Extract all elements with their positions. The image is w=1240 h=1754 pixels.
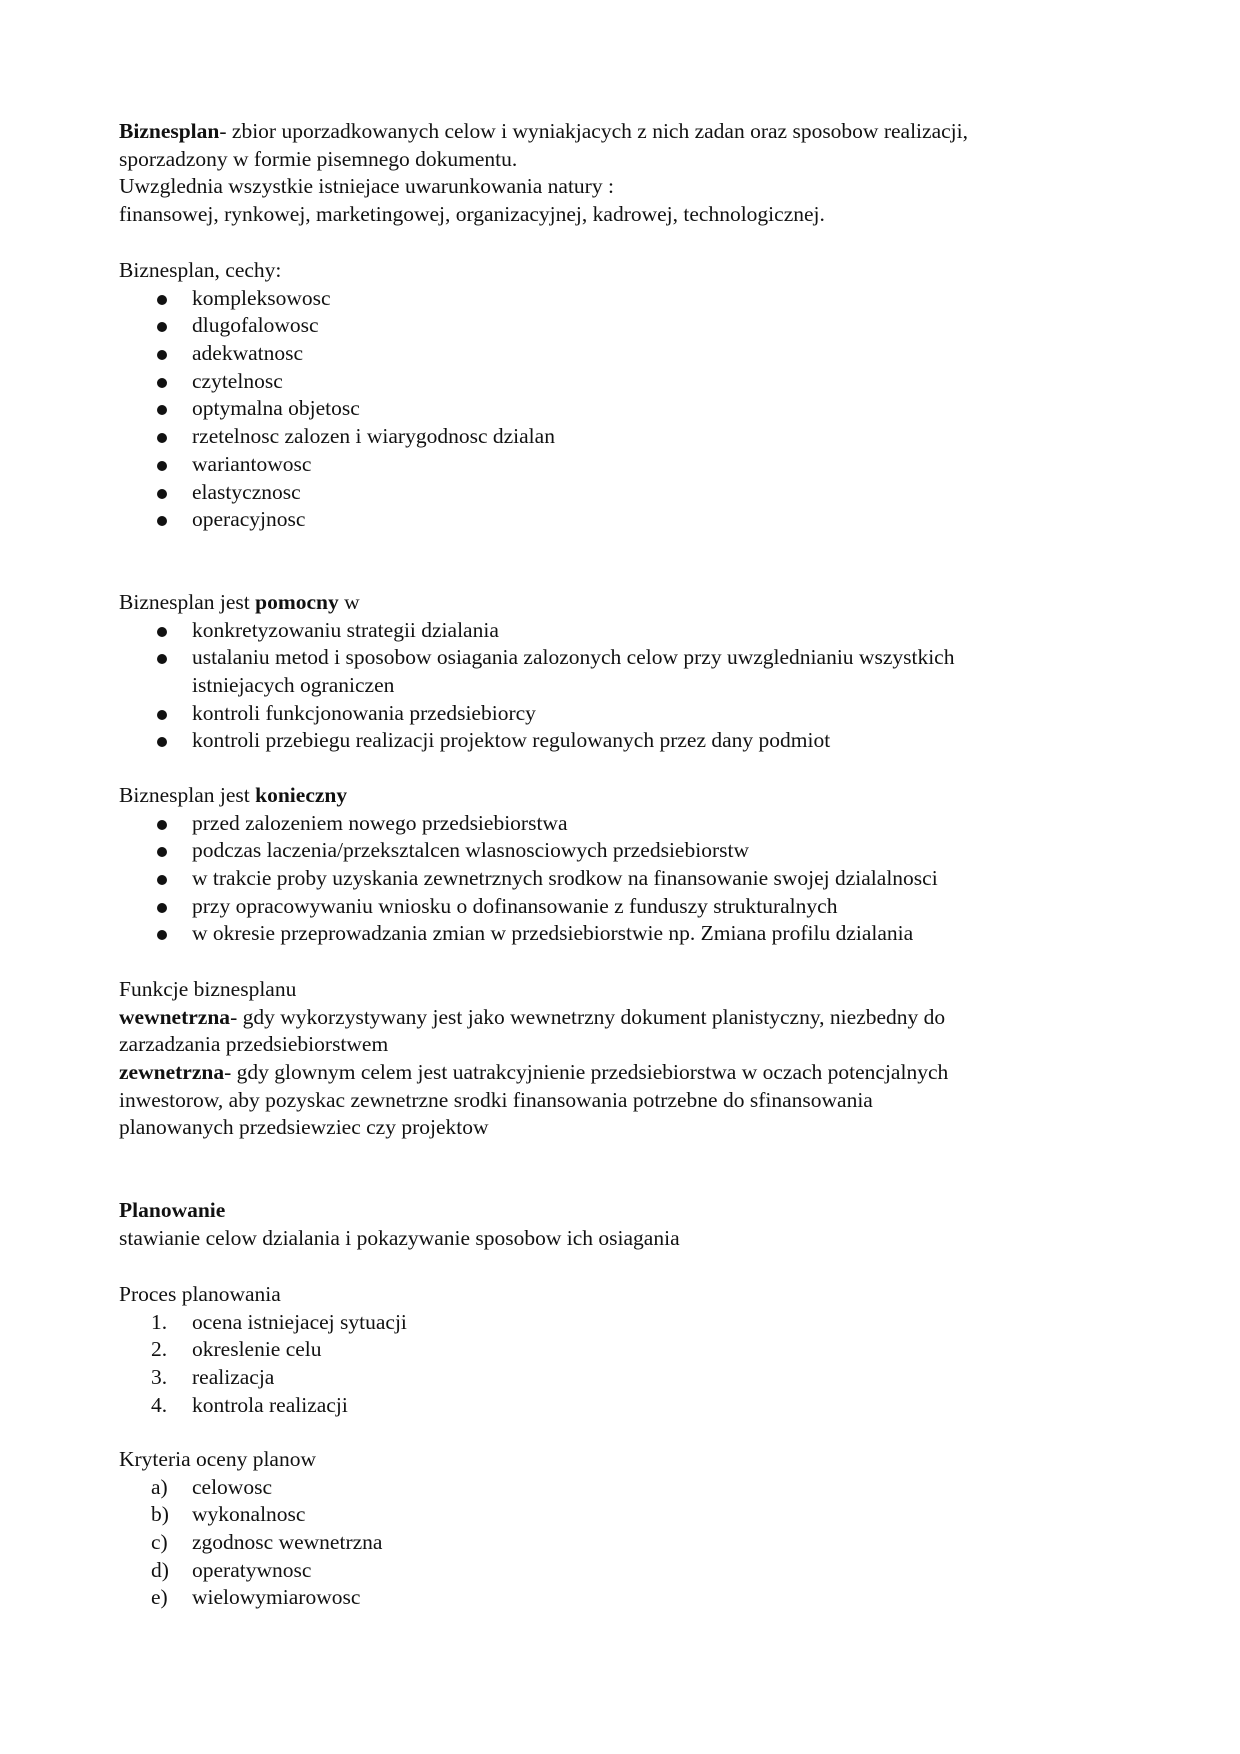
list-item [119,1584,1200,1612]
bullet-icon [157,847,167,857]
list-item [119,395,1200,423]
item-text: kontroli przebiegu realizacji projektow regulowanych przez dany podmiot [192,728,831,753]
list-item [119,1392,1200,1420]
section-heading: Funkcje biznesplanu [119,977,297,1001]
bullet-icon [157,405,167,415]
item-text: podczas laczenia/przeksztalcen wlasnosciowych przedsiebiorstw [192,838,749,863]
bullet-icon [157,627,167,637]
item-text: czytelnosc [192,368,283,393]
item-text: realizacja [192,1365,275,1390]
list-item [119,506,1200,534]
bullet-icon [157,820,167,830]
definition-text: zarzadzania przedsiebiorstwem [119,1032,389,1057]
necessary-section [119,782,1200,948]
item-text: operatywnosc [192,1557,312,1582]
item-text: przy opracowywaniu wniosku o dofinansowanie z funduszy strukturalnych [192,893,838,918]
definition-text: - gdy wykorzystywany jest jako wewnetrzny dokument planistyczny, niezbedny do [230,1004,946,1029]
item-text: przed zalozeniem nowego przedsiebiorstwa [192,810,568,835]
section-heading [119,782,1200,810]
list-marker: c) [151,1530,168,1555]
item-text: ustalaniu metod i sposobow osiagania zalozonych celow przy uwzglednianiu wszystkich [192,645,955,670]
term-external: zewnetrzna [119,1060,225,1085]
heading-text: w [338,590,360,614]
bullet-icon [157,489,167,499]
item-text: w trakcie proby uzyskania zewnetrznych srodkow na finansowanie swojej dzialalnosci [192,866,938,891]
definition-text: inwestorow, aby pozyskac zewnetrzne srodki finansowania potrzebne do sfinansowania [119,1087,873,1112]
item-text: kontroli funkcjonowania przedsiebiorcy [192,700,536,725]
list-item [119,810,1200,838]
list-marker: 1. [151,1309,168,1334]
list-item [119,1557,1200,1585]
heading-bold: pomocny [255,590,339,614]
list-item [119,312,1200,340]
bullet-icon [157,378,167,388]
list-item [119,837,1200,865]
definition-text: - zbior uporzadkowanych celow i wyniakjacych z nich zadan oraz sposobow realizacji, [219,119,968,143]
heading-text: Biznesplan jest [119,783,256,807]
list-item [119,479,1200,507]
item-text: wielowymiarowosc [192,1585,361,1610]
functions-section [119,976,1200,1142]
bullet-list [119,810,1200,948]
item-text: zgodnosc wewnetrzna [192,1530,383,1555]
list-item [119,865,1200,893]
definition-text: sporzadzony w formie pisemnego dokumentu. [119,146,518,171]
section-heading: Planowanie [119,1198,226,1222]
item-text: celowosc [192,1474,272,1499]
list-item [119,700,1200,728]
paragraph: Uwzglednia wszystkie istniejace uwarunkowania natury : [119,174,614,199]
list-marker: b) [151,1502,169,1527]
list-marker: e) [151,1585,168,1610]
numbered-list [119,1309,1200,1420]
list-item [119,340,1200,368]
list-item [119,617,1200,645]
bullet-list [119,285,1200,534]
item-text: okreslenie celu [192,1337,322,1362]
list-item [119,423,1200,451]
term-biznesplan: Biznesplan [119,119,220,143]
bullet-icon [157,516,167,526]
paragraph: finansowej, rynkowej, marketingowej, organizacyjnej, kadrowej, technologicznej. [119,202,825,227]
list-item-continuation [119,672,1200,700]
section-heading: Biznesplan, cechy: [119,258,282,282]
bullet-icon [157,433,167,443]
section-heading [119,589,1200,617]
bullet-icon [157,295,167,305]
list-item [119,644,1200,672]
list-marker: 3. [151,1365,168,1390]
section-heading: Proces planowania [119,1282,281,1306]
list-marker: a) [151,1474,168,1499]
list-item [119,1364,1200,1392]
helpful-section [119,589,1200,755]
item-text: wariantowosc [192,451,312,476]
intro-section [119,118,1200,229]
item-text: optymalna objetosc [192,396,360,421]
list-item [119,920,1200,948]
item-text: w okresie przeprowadzania zmian w przedsiebiorstwie np. Zmiana profilu dzialania [192,921,914,946]
list-item [119,1336,1200,1364]
definition-text: planowanych przedsiewziec czy projektow [119,1115,489,1140]
list-marker: 4. [151,1392,168,1417]
process-section [119,1281,1200,1419]
item-text: istniejacych ograniczen [192,673,395,698]
list-item [119,1501,1200,1529]
bullet-icon [157,710,167,720]
item-text: wykonalnosc [192,1502,306,1527]
item-text: adekwatnosc [192,341,304,366]
bullet-icon [157,461,167,471]
item-text: operacyjnosc [192,507,306,532]
bullet-icon [157,930,167,940]
bullet-icon [157,737,167,747]
bullet-icon [157,322,167,332]
item-text: rzetelnosc zalozen i wiarygodnosc dzialan [192,424,555,449]
list-item [119,893,1200,921]
lettered-list [119,1474,1200,1612]
features-section [119,257,1200,534]
list-item [119,727,1200,755]
list-item [119,1309,1200,1337]
list-item [119,285,1200,313]
item-text: ocena istniejacej sytuacji [192,1309,407,1334]
heading-bold: konieczny [255,783,348,807]
term-internal: wewnetrzna [119,1004,231,1029]
definition-text: - gdy glownym celem jest uatrakcyjnienie przedsiebiorstwa w oczach potencjalnych [224,1060,949,1085]
planning-section [119,1197,1200,1252]
list-item [119,1529,1200,1557]
item-text: dlugofalowosc [192,313,319,338]
list-marker: d) [151,1557,169,1582]
bullet-icon [157,654,167,664]
item-text: konkretyzowaniu strategii dzialania [192,617,499,642]
list-item [119,1474,1200,1502]
bullet-icon [157,903,167,913]
item-text: elastycznosc [192,479,301,504]
bullet-icon [157,875,167,885]
criteria-section [119,1446,1200,1612]
list-marker: 2. [151,1337,168,1362]
item-text: kompleksowosc [192,285,331,310]
heading-text: Biznesplan jest [119,590,256,614]
section-heading: Kryteria oceny planow [119,1447,317,1471]
item-text: kontrola realizacji [192,1392,348,1417]
list-item [119,368,1200,396]
list-item [119,451,1200,479]
bullet-icon [157,350,167,360]
definition-text: stawianie celow dzialania i pokazywanie sposobow ich osiagania [119,1225,680,1250]
